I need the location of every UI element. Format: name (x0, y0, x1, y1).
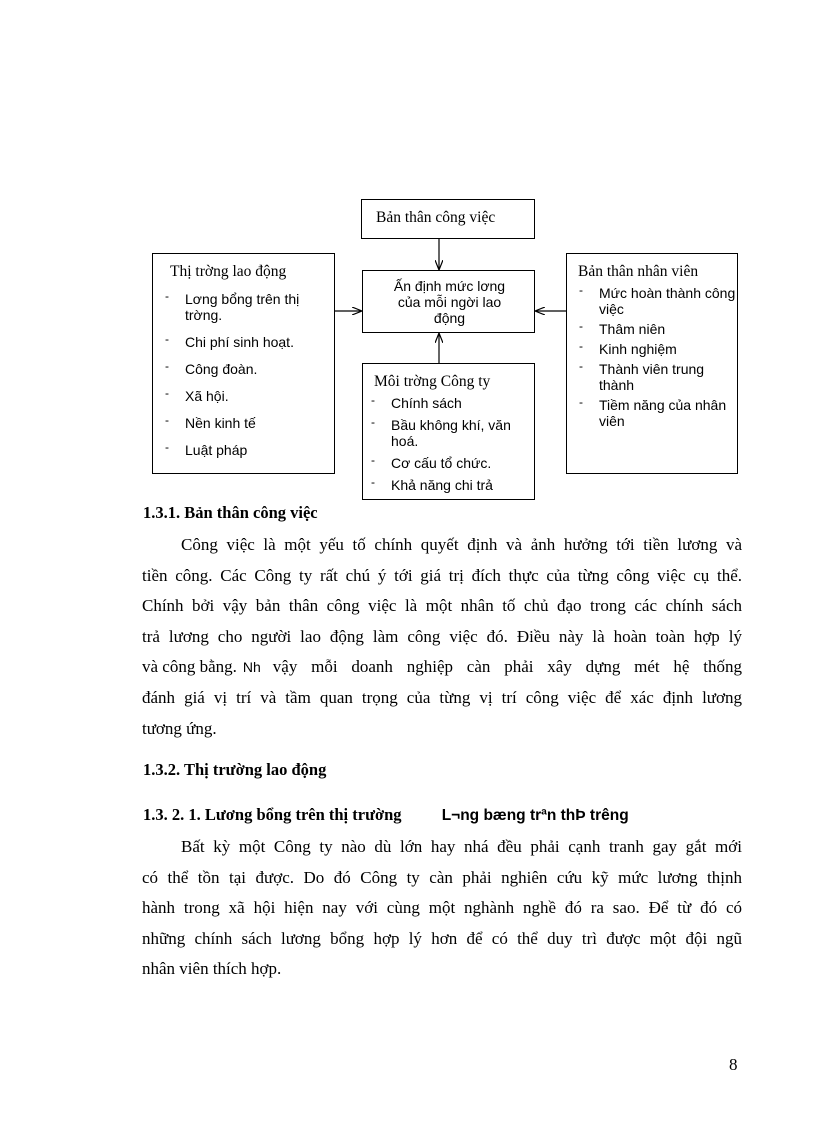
paragraph-line (142, 652, 742, 683)
list-item: - Thành viên trung thành (577, 361, 737, 393)
list-item: - Chi phí sinh hoạt. (163, 334, 333, 350)
heading-1-3-2-1-text: 1.3. 2. 1. Lương bổng trên thị trường (143, 805, 402, 824)
list-item: - Chính sách (369, 395, 534, 411)
diagram-box-company-title: Môi trờng Công ty (374, 373, 491, 390)
diagram-box-labor-market-title: Thị trờng lao động (170, 263, 287, 280)
diagram-box-job-title: Bản thân công việc (376, 209, 496, 226)
list-item: - Thâm niên (577, 321, 737, 337)
line-prefix: và công bằng. (142, 657, 237, 677)
paragraph-1-3-2-1 (142, 832, 742, 985)
heading-1-3-2-1 (143, 805, 629, 825)
list-item: - Nền kinh tế (163, 415, 333, 431)
list-item: - Bầu không khí, văn hoá. (369, 417, 534, 449)
paragraph-line: Bất kỳ một Công ty nào dù lớn hay nhá đều phải cạnh tranh gay gắt mới (181, 837, 742, 856)
paragraph-line: Chính bởi vậy bản thân công việc là một nhân tố chủ đạo trong các chính sách (142, 596, 742, 616)
diagram-box-employee-title: Bản thân nhân viên (578, 263, 699, 280)
diagram-arrows (0, 0, 816, 560)
paragraph-line: hành trong xã hội hiện nay với cùng một nghành nghề đó ra sao. Để từ đó có (142, 898, 742, 918)
paragraph-line: đánh giá vị trí và tầm quan trọng của từng vị trí công việc để xác định lương (142, 687, 742, 707)
list-item: - Tiềm năng của nhân viên (577, 397, 737, 429)
garbled-word: Nh (242, 659, 261, 676)
paragraph-line: tương ứng. (142, 718, 217, 738)
page-number: 8 (729, 1055, 738, 1074)
list-item: - Khả năng chi trả (369, 477, 534, 493)
paragraph-1-3-1 (142, 530, 742, 744)
paragraph-line: nhân viên thích hợp. (142, 959, 282, 979)
heading-1-3-2-1-garbled: L¬ng bæng trªn thÞ trêng (441, 807, 629, 824)
list-item: - Cơ cấu tổ chức. (369, 455, 534, 471)
diagram-center-line-1: Ấn định mức lơng (393, 278, 506, 294)
paragraph-line: tiền công. Các Công ty rất chú ý tới giá trị đích thực của từng công việc cụ thể. (142, 565, 742, 585)
heading-1-3-1: 1.3.1. Bản thân công việc (143, 503, 318, 522)
paragraph-line: Công việc là một yếu tố chính quyết định và ảnh hưởng tới tiền lương và (181, 535, 742, 554)
line-rest: vậy mỗi doanh nghiệp càn phải xây dựng mét hệ thống (272, 657, 742, 677)
paragraph-line: trả lương cho người lao động làm công việc đó. Điều này là hoàn toàn hợp lý (142, 626, 742, 646)
list-item: - Công đoàn. (163, 361, 333, 377)
heading-1-3-2: 1.3.2. Thị trường lao động (143, 760, 327, 779)
paragraph-line: có thể tồn tại được. Do đó Công ty càn phải nghiên cứu kỹ mức lương thịnh (142, 867, 742, 887)
diagram-center-line-3: động (433, 310, 466, 326)
paragraph-line: những chính sách lương bổng hợp lý hơn để có thể duy trì được một đội ngũ (142, 928, 742, 948)
list-item: - Mức hoàn thành công việc (577, 285, 737, 317)
list-item: - Luật pháp (163, 442, 333, 458)
diagram-center-line-2: của mỗi ngời lao (397, 294, 502, 310)
list-item: - Kinh nghiệm (577, 341, 737, 357)
list-item: - Lơng bổng trên thị trờng. (163, 291, 333, 323)
list-item: - Xã hội. (163, 388, 333, 404)
